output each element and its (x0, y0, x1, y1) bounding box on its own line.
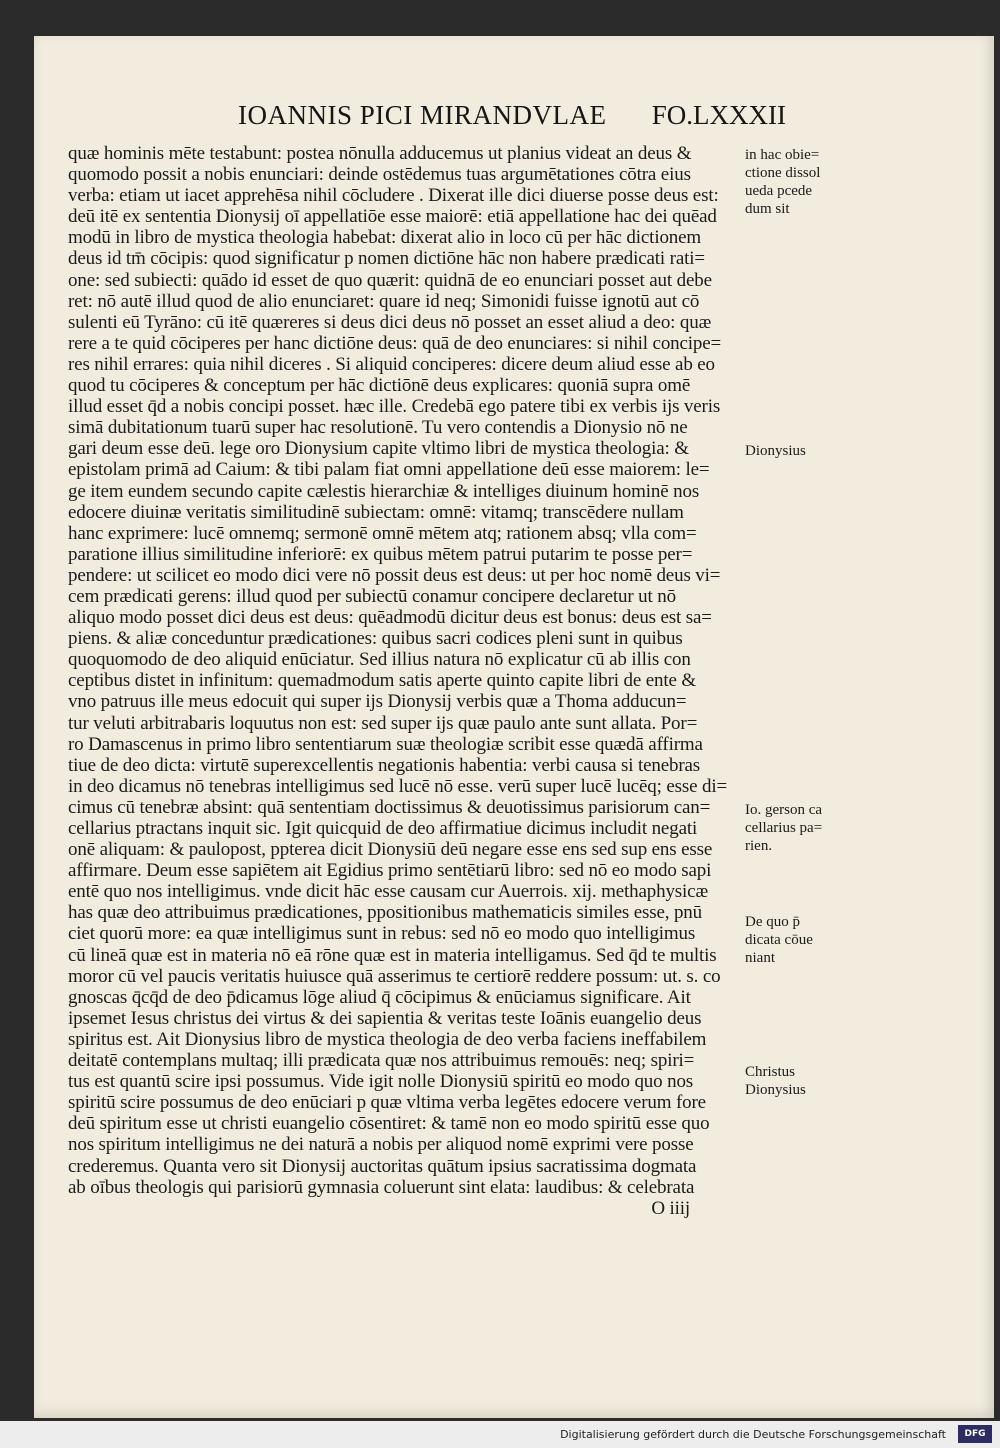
text-line: illud esset q̄d a nobis concipi posset. hæc ille. Credebā ego patere tibi ex verbis ijs veris (68, 396, 721, 418)
folio-number: FO.LXXXII (651, 100, 786, 130)
text-line: ipsemet Iesus christus dei virtus & dei sapientia & veritas teste Ioānis euangelio deus (68, 1007, 702, 1029)
text-line: tur veluti arbitrabaris loquutus non est: sed super ijs quæ paulo ante sunt allata. Por= (68, 712, 698, 734)
text-line: vno patruus ille meus edocuit qui super ijs Dionysij verbis quæ a Thoma adducun= (68, 691, 687, 713)
text-line: quomodo possit a nobis enunciari: deinde ostēdemus tuas argumētationes cōtra eius (68, 164, 691, 186)
running-title: IOANNIS PICI MIRANDVLAE (238, 100, 607, 130)
text-line: simā dubitationum tuarū super hac resolutionē. Tu vero contendis a Dionysio nō ne (68, 417, 688, 439)
marginal-note (745, 146, 835, 218)
marginal-note (745, 442, 835, 460)
text-line: cū lineā quæ est in materia nō eā rōne quæ est in materia intelligamus. Sed q̄d te multis (68, 944, 717, 966)
text-line: ret: nō autē illud quod de alio enunciaret: quare id neq; Simonidi fuisse ignotū aut cō (68, 290, 700, 312)
main-text-block (68, 143, 748, 1219)
text-line: quæ hominis mēte testabunt: postea nōnulla adducemus ut planius videat an deus & (68, 143, 692, 164)
marginal-note-line: ueda pcede (745, 183, 813, 199)
text-line: paratione illius similitudine inferiorē: ex quibus mētem patrui putarim te posse per= (68, 543, 693, 565)
running-header (238, 100, 786, 136)
text-line: cem prædicati gerens: illud quod per subiectū conamur concipere declaretur ut nō (68, 585, 676, 607)
text-line: deus id tm̄ cōcipis: quod significatur p nomen dictiōne hāc non habere prædicati rati= (68, 248, 705, 270)
marginal-note-line: Christus (745, 1064, 796, 1080)
dfg-logo: DFG (958, 1425, 992, 1443)
text-line: spiritū scire possumus de deo enūciari p quæ vltima verba legētes edocere verum fore (68, 1092, 706, 1114)
text-line: res nihil errares: quia nihil diceres . Si aliquid conciperes: dicere deum aliud esse ab eo (68, 353, 715, 375)
text-line: has quæ deo attribuimus prædicationes, ppositionibus mathematicis similes esse, pnū (68, 902, 703, 924)
text-line: onē aliquam: & paulopost, ppterea dicit Dionysiū deū negare esse ens sed sup ens esse (68, 839, 713, 861)
text-line: ro Damascenus in primo libro sententiarum suæ theologiæ scribit esse quædā affirma (68, 733, 703, 755)
marginal-note-line: ctione dissol (745, 165, 821, 181)
marginal-note-line: Dionysius (745, 443, 806, 459)
text-line: rere a te quid cōciperes per hanc dictiōne deus: quā de deo enunciares: si nihil concipe= (68, 332, 722, 354)
marginal-note-line: Dionysius (745, 1082, 806, 1098)
marginal-note-line: dicata cōue (745, 932, 813, 948)
text-line: gnoscas q̄cq̄d de deo p̄dicamus lōge aliud q̄ cōcipimus & enūciamus significare. Ait (68, 986, 691, 1008)
text-line: gari deum esse deū. lege oro Dionysium capite vltimo libri de mystica theologia: & (68, 438, 689, 460)
text-line: ab oībus theologis qui parisiorū gymnasia coluerunt sint elata: laudibus: & celebrata (68, 1176, 695, 1198)
text-line: ciet quorū more: ea quæ intelligimus sunt in rebus: sed nō eo modo quo intelligimus (68, 923, 696, 945)
marginal-note-line: in hac obie= (745, 147, 820, 163)
funding-credit: Digitalisierung gefördert durch die Deutsche Forschungsgemeinschaft (560, 1428, 946, 1441)
text-line: tiue de deo dicta: virtutē superexcellentis negationis habentia: verbi causa si tenebras (68, 754, 701, 776)
marginal-note-line: dum sit (745, 201, 790, 217)
text-line: aliquo modo posset dici deus est deus: quēadmodū dicitur deus est bonus: deus est sa= (68, 607, 712, 629)
marginal-note-line: De quo p̄ (745, 914, 800, 930)
text-line: sulenti eū Tyrāno: cū itē quæreres si deus dici deus nō posset an esset aliud a deo: quæ (68, 311, 712, 333)
marginal-note (745, 913, 835, 967)
text-line: deitatē contemplans multaq; illi prædicata quæ nos attribuimus remouēs: neq; spiri= (68, 1050, 695, 1072)
text-line: verba: etiam ut iacet apprehēsa nihil cōcludere . Dixerat ille dici diuerse posse deus est: (68, 185, 719, 207)
text-line: crederemus. Quanta vero sit Dionysij auctoritas quātum ipsius sacratissima dogmata (68, 1155, 697, 1177)
text-line: deū spiritum esse ut christi euangelio cōsentiret: & tamē non eo modo spiritū esse quo (68, 1113, 710, 1135)
text-line: cimus cū tenebræ absint: quā sententiam doctissimus & deuotissimus parisiorum can= (68, 796, 711, 818)
text-line: epistolam primā ad Caium: & tibi palam fiat omni appellatione deū esse maiorem: le= (68, 459, 710, 481)
marginal-note (745, 801, 835, 855)
text-line: in deo dicamus nō tenebras intelligimus sed lucē nō esse. verū super lucē lucēq; esse di= (68, 775, 728, 797)
text-line: cellarius ptractans inquit sic. Igit quicquid de deo affirmatiue dicimus includit negati (68, 818, 698, 839)
text-line: piens. & aliæ conceduntur prædicationes: quibus sacri codices pleni sunt in quibus (68, 628, 683, 650)
text-line: one: sed subiecti: quādo id esset de quo quærit: quidnā de eo enunciari posset aut debe (68, 269, 712, 291)
text-line: affirmare. Deum esse sapiētem ait Egidius primo sentētiarū libro: sed nō eo modo sapi (68, 860, 712, 882)
text-line: nos spiritum intelligimus ne dei naturā a nobis per aliquod nomē exprimi vere posse (68, 1134, 694, 1156)
marginal-note-line: rien. (745, 838, 773, 854)
text-line: quoquomodo de deo aliquid enūciatur. Sed illius natura nō explicatur cū ab illis con (68, 649, 691, 671)
text-line: ge item eundem secundo capite cælestis hierarchiæ & intelliges diuinum hominē nos (68, 480, 700, 502)
marginal-note (745, 1063, 835, 1099)
text-line: deū itē ex sententia Dionysij oī appellatiōe esse maiorē: etiā appellatione hac dei quēad (68, 206, 717, 228)
text-line: entē quo nos intelligimus. vnde dicit hāc esse causam cur Auerrois. xij. methaphysicæ (68, 881, 708, 903)
text-line: ceptibus distet in infinitum: quemadmodum satis aperte quinto capite libri de ente & (68, 670, 696, 692)
text-line: modū in libro de mystica theologia habebat: dixerat alio in loco cū per hāc dictionem (68, 227, 702, 249)
text-line: pendere: ut scilicet eo modo dici vere nō possit deus est deus: ut per hoc nomē deus vi= (68, 564, 721, 586)
text-line: spiritus est. Ait Dionysius libro de mystica theologia de deo verba faciens ineffabilem (68, 1028, 707, 1050)
text-line: quod tu cōciperes & conceptum per hāc dictiōnē deus explicares: quoniā supra omē (68, 375, 691, 397)
text-line: tus est quantū scire ipsi possumus. Vide igit nolle Dionysiū spiritū eo modo quo nos (68, 1071, 694, 1093)
signature-mark: O iiij (651, 1197, 690, 1219)
marginal-note-line: Io. gerson ca (745, 802, 823, 818)
marginal-note-line: cellarius pa= (745, 820, 823, 836)
marginal-note-line: niant (745, 950, 775, 966)
text-line: edocere diuinæ veritatis similitudinē subiectam: omnē: vitamq; transcēdere nullam (68, 501, 684, 523)
text-line: hanc exprimere: lucē omnemq; sermonē omnē mētem atq; rationem absq; vlla com= (68, 522, 697, 544)
text-line: moror cū vel paucis veritatis huiusce quā asserimus te certiorē reddere possum: ut. s. co (68, 965, 721, 987)
